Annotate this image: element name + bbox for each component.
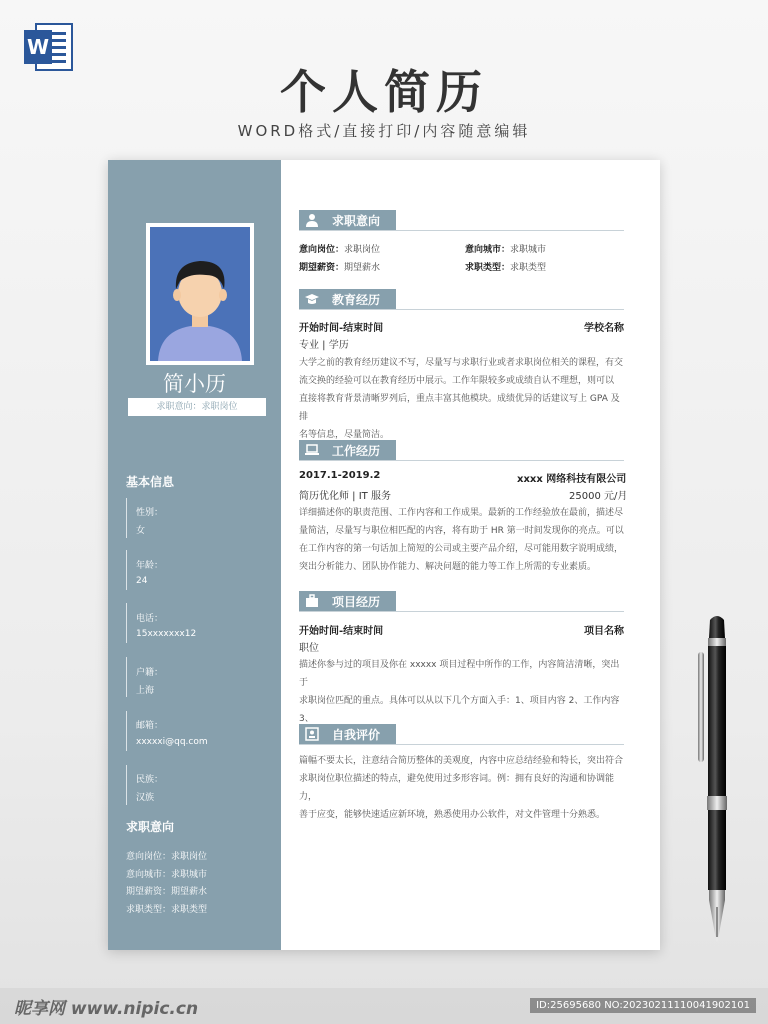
field-value: 求职岗位: [344, 245, 381, 255]
text-line: 求职岗位职位描述的特点，避免使用过多形容词。例：拥有良好的沟通和协调能力，: [299, 774, 615, 802]
field-label: 意向岗位：: [299, 245, 345, 255]
candidate-name: 简小历: [163, 372, 226, 396]
section-rule: [299, 611, 624, 612]
section-header-work: [299, 440, 396, 460]
text-line: 详细描述你的职责范围、工作内容和工作成果。最新的工作经验放在最前，描述尽: [299, 508, 624, 518]
avatar: [146, 223, 254, 365]
ethnicity-value: 汉族: [136, 793, 155, 803]
graduation-cap-icon: [305, 292, 319, 306]
field-label: 意向城市：: [465, 245, 511, 255]
intent-field: [299, 260, 380, 273]
project-role: 职位: [299, 643, 319, 654]
self-description: [299, 752, 624, 824]
education-major: 专业 | 学历: [299, 340, 349, 351]
phone-value: 15xxxxxxx12: [136, 629, 197, 639]
age-label: 年龄：: [136, 561, 164, 571]
text-line: 直接将教育背景清晰罗列后，重点丰富其他模块。成绩优异的话建议写上 GPA 及排: [299, 394, 620, 422]
company-name: xxxx 网络科技有限公司: [517, 474, 627, 485]
ethnicity-label: 民族：: [136, 775, 164, 785]
section-rule: [299, 230, 624, 231]
sidebar-intent-title: 求职意向: [126, 820, 175, 834]
work-position: 简历优化师 | IT 服务: [299, 491, 391, 502]
email-value: xxxxxi@qq.com: [136, 737, 208, 747]
project-name: 项目名称: [584, 626, 624, 637]
intent-field: [465, 242, 546, 255]
education-time: 开始时间-结束时间: [299, 323, 384, 334]
section-rule: [299, 460, 624, 461]
intent-field: [299, 242, 380, 255]
briefcase-icon: [305, 594, 319, 608]
hometown-label: 户籍：: [136, 668, 164, 678]
image-id-label: ID:25695680 NO:20230211110041902101: [530, 998, 756, 1013]
phone-label: 电话：: [136, 614, 164, 624]
intent-badge: 求职意向：求职岗位: [128, 398, 266, 416]
section-rule: [299, 744, 624, 745]
field-label: 求职类型：: [465, 263, 511, 273]
page-subtitle: WORD格式/直接打印/内容随意编辑: [237, 122, 531, 140]
section-header-project: [299, 591, 396, 611]
email-label: 邮箱：: [136, 721, 164, 731]
section-title: 教育经历: [332, 293, 381, 307]
section-header-education: [299, 289, 396, 309]
section-title: 项目经历: [332, 595, 381, 609]
divider: [126, 657, 127, 697]
text-line: 大学之前的教育经历建议不写，尽量写与求职行业或者求职岗位相关的课程，有交: [299, 358, 624, 368]
section-header-self: [299, 724, 396, 744]
divider: [126, 603, 127, 643]
user-icon: [305, 213, 319, 227]
divider: [126, 765, 127, 805]
resume-paper: [108, 160, 660, 950]
project-time: 开始时间-结束时间: [299, 626, 384, 637]
field-label: 期望薪资：: [299, 263, 345, 273]
fountain-pen-icon: [692, 612, 742, 942]
id-card-icon: [305, 727, 319, 741]
site-logo: 昵享网 www.nipic.cn: [14, 999, 199, 1019]
text-line: 篇幅不要太长，注意结合简历整体的美观度，内容中应总结经验和特长，突出符合: [299, 756, 624, 766]
intent-field: [465, 260, 546, 273]
sidebar-intent-item: 求职类型：求职类型: [126, 905, 208, 915]
word-icon-letter: W: [26, 35, 50, 59]
section-title: 求职意向: [332, 214, 381, 228]
text-line: 求职岗位匹配的重点。具体可以从以下几个方面入手：1、项目内容 2、工作内容 3、: [299, 696, 620, 724]
gender-label: 性别：: [136, 508, 164, 518]
section-title: 自我评价: [332, 728, 381, 742]
sidebar-intent-item: 期望薪资：期望薪水: [126, 887, 208, 897]
page-title: 个人简历: [280, 65, 488, 119]
resume-sidebar: [108, 160, 281, 950]
work-time: 2017.1-2019.2: [299, 470, 381, 481]
text-line: 突出分析能力、团队协作能力、解决问题的能力等工作上所需的专业素质。: [299, 562, 597, 572]
gender-value: 女: [136, 526, 146, 536]
field-value: 求职城市: [510, 245, 547, 255]
divider: [126, 550, 127, 590]
text-line: 善于应变，能够快速适应新环境，熟悉使用办公软件，对文件管理十分熟悉。: [299, 810, 606, 820]
work-salary: 25000 元/月: [569, 491, 628, 502]
sidebar-intent-item: 意向城市：求职城市: [126, 870, 208, 880]
education-description: [299, 354, 624, 444]
hometown-value: 上海: [136, 686, 155, 696]
section-rule: [299, 309, 624, 310]
section-title: 工作经历: [332, 444, 381, 458]
text-line: 描述你参与过的项目及你在 xxxxx 项目过程中所作的工作，内容简洁清晰，突出于: [299, 660, 620, 688]
school-name: 学校名称: [584, 323, 624, 334]
field-value: 期望薪水: [344, 263, 381, 273]
watermark-footer: [0, 988, 768, 1024]
section-header-intent: [299, 210, 396, 230]
basic-info-title: 基本信息: [126, 475, 175, 489]
person-avatar-icon: [150, 227, 250, 361]
text-line: 名等信息，尽量简洁。: [299, 430, 390, 440]
field-value: 求职类型: [510, 263, 547, 273]
divider: [126, 498, 127, 538]
laptop-icon: [305, 443, 319, 457]
age-value: 24: [136, 576, 148, 586]
divider: [126, 711, 127, 751]
text-line: 量简洁，尽量写与职位相匹配的内容，将有助于 HR 第一时间发现你的亮点。可以: [299, 526, 624, 536]
resume-main: [281, 160, 660, 950]
sidebar-intent-item: 意向岗位：求职岗位: [126, 852, 208, 862]
text-line: 流交换的经验可以在教育经历中展示。工作年限较多或成绩自认不理想，则可以: [299, 376, 615, 386]
text-line: 在工作内容的第一句话加上简短的公司或主要产品介绍，尽可能用数字说明成绩，: [299, 544, 624, 554]
work-description: [299, 504, 624, 576]
